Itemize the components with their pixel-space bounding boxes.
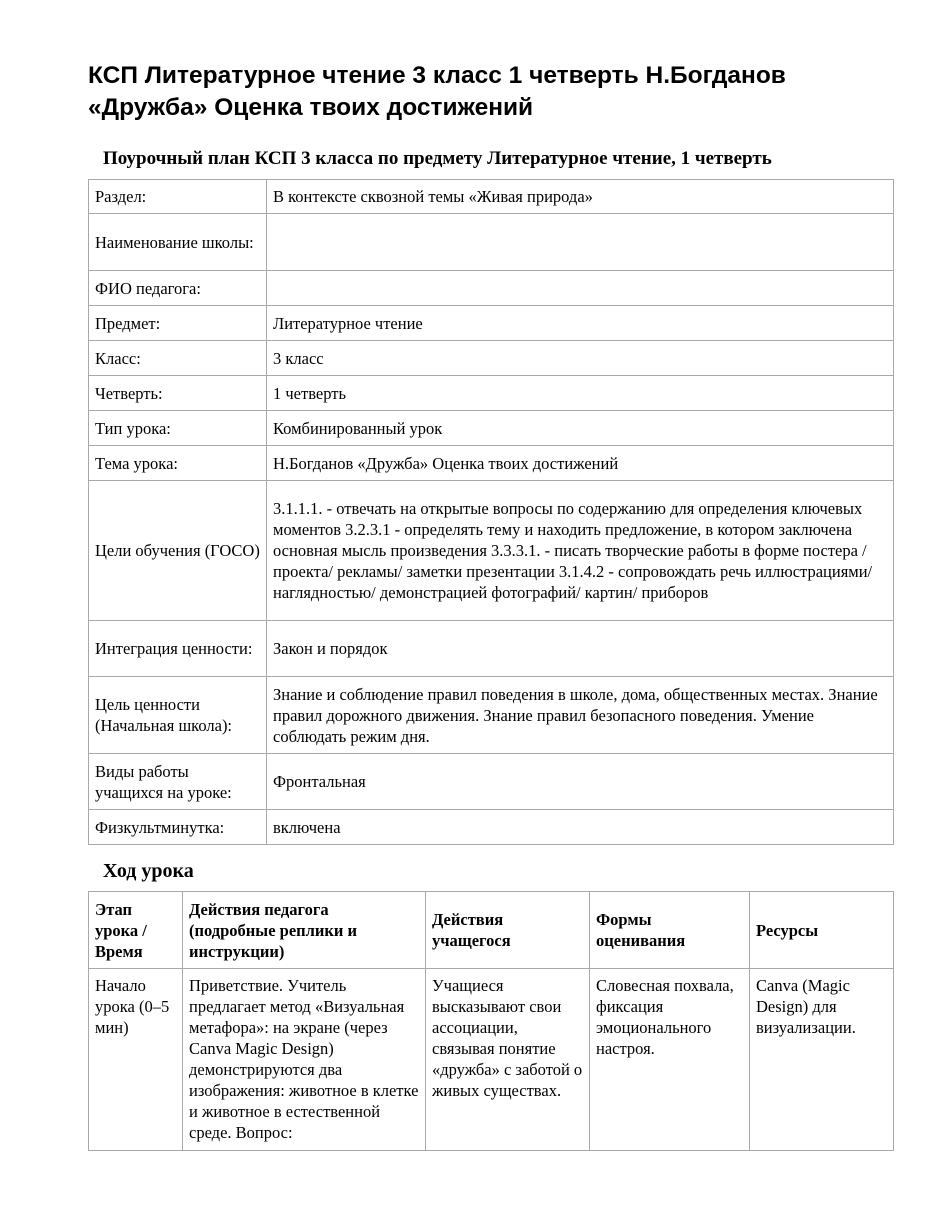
info-key: ФИО педагога: (89, 271, 267, 306)
plan-heading: Поурочный план КСП 3 класса по предмету Литературное чтение, 1 четверть (103, 148, 772, 169)
table-row (89, 214, 894, 271)
info-key: Четверть: (89, 376, 267, 411)
table-row (89, 271, 894, 306)
column-header-student-actions: Действия учащегося (426, 892, 590, 969)
info-value: Знание и соблюдение правил поведения в школе, дома, общественных местах. Знание правил дорожного движения. Знание правил безопасного поведения. Умение соблюдать режим дня. (267, 677, 894, 754)
info-value: Закон и порядок (267, 621, 894, 677)
cell-assessment: Словесная похвала, фиксация эмоционального настроя. (590, 969, 750, 1151)
info-value: Комбинированный урок (267, 411, 894, 446)
cell-student-actions: Учащиеся высказывают свои ассоциации, связывая понятие «дружба» с заботой о живых существах. (426, 969, 590, 1151)
table-row (89, 341, 894, 376)
info-key: Цели обучения (ГОСО) (89, 481, 267, 621)
info-key: Интеграция ценности: (89, 621, 267, 677)
table-row (89, 411, 894, 446)
info-key: Физкультминутка: (89, 810, 267, 845)
table-row (89, 481, 894, 621)
info-value: В контексте сквозной темы «Живая природа» (267, 180, 894, 214)
table-row (89, 446, 894, 481)
table-row (89, 306, 894, 341)
table-row (89, 969, 894, 1151)
cell-stage: Начало урока (0–5 мин) (89, 969, 183, 1151)
table-row (89, 677, 894, 754)
info-key: Виды работы учащихся на уроке: (89, 754, 267, 810)
table-row (89, 376, 894, 411)
table-header-row (89, 892, 894, 969)
cell-teacher-actions: Приветствие. Учитель предлагает метод «Визуальная метафора»: на экране (через Canva Magic Design) демонстрируются два изображения: животное в клетке и животное в естественной среде. Вопрос: (183, 969, 426, 1151)
info-key: Тип урока: (89, 411, 267, 446)
info-key: Раздел: (89, 180, 267, 214)
info-key: Наименование школы: (89, 214, 267, 271)
info-value: включена (267, 810, 894, 845)
info-value: Литературное чтение (267, 306, 894, 341)
info-value: 3 класс (267, 341, 894, 376)
cell-resources: Canva (Magic Design) для визуализации. (750, 969, 894, 1151)
column-header-assessment: Формы оценивания (590, 892, 750, 969)
info-value: Фронтальная (267, 754, 894, 810)
info-value (267, 271, 894, 306)
info-value (267, 214, 894, 271)
lesson-progress-table (88, 891, 894, 1151)
info-value: 1 четверть (267, 376, 894, 411)
lesson-heading: Ход урока (103, 860, 194, 882)
info-key: Класс: (89, 341, 267, 376)
column-header-resources: Ресурсы (750, 892, 894, 969)
info-value: 3.1.1.1. - отвечать на открытые вопросы по содержанию для определения ключевых моментов 3.2.3.1 - определять тему и находить предложение, в котором заключена основная мысль произведения 3.3.3.1. - писать творческие работы в форме постера /проекта/ рекламы/ заметки презентации 3.1.4.2 - сопровождать речь иллюстрациями/ наглядностью/ демонстрацией фотографий/ картин/ приборов (267, 481, 894, 621)
info-key: Предмет: (89, 306, 267, 341)
info-value: Н.Богданов «Дружба» Оценка твоих достижений (267, 446, 894, 481)
column-header-stage: Этап урока / Время (89, 892, 183, 969)
lesson-info-table (88, 179, 894, 845)
info-key: Тема урока: (89, 446, 267, 481)
info-key: Цель ценности (Начальная школа): (89, 677, 267, 754)
table-row (89, 180, 894, 214)
table-row (89, 810, 894, 845)
column-header-teacher-actions: Действия педагога (подробные реплики и инструкции) (183, 892, 426, 969)
document-title: КСП Литературное чтение 3 класс 1 четверть Н.Богданов «Дружба» Оценка твоих достижений (88, 62, 786, 121)
table-row (89, 621, 894, 677)
table-row (89, 754, 894, 810)
